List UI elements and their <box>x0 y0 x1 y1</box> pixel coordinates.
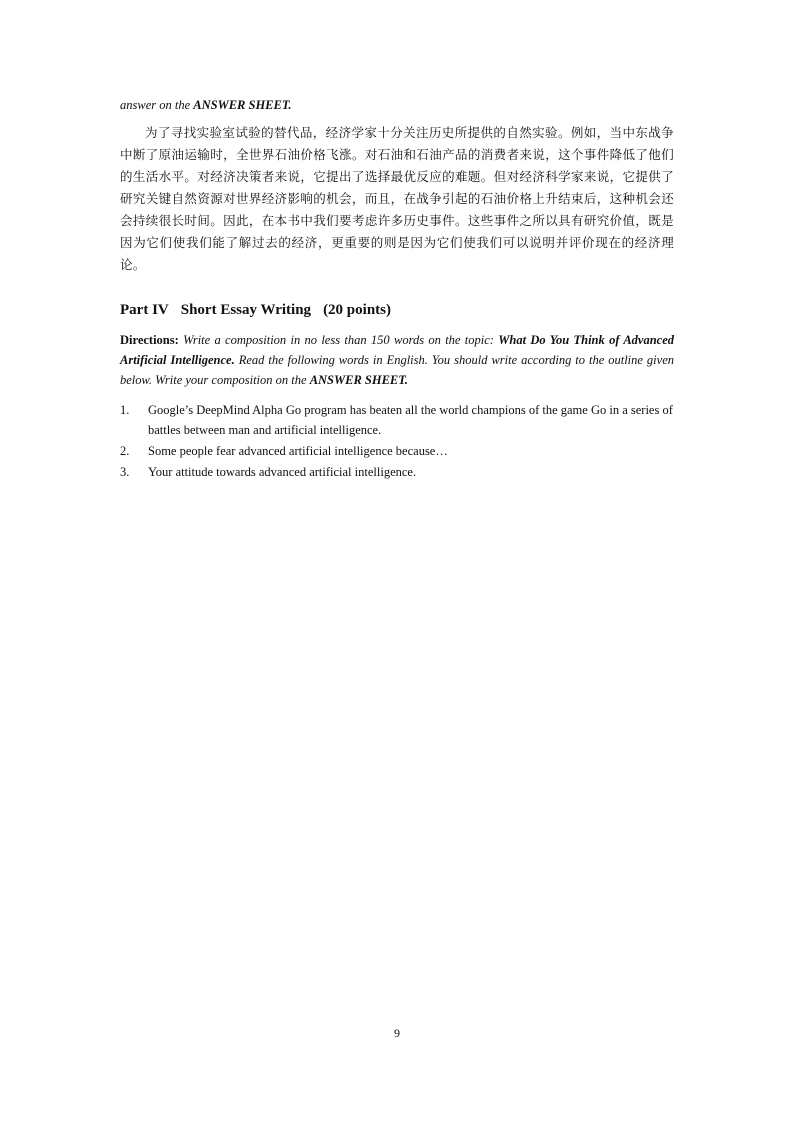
part-label: Part IV <box>120 302 169 318</box>
directions-label: Directions: <box>120 333 179 347</box>
directions-paragraph <box>120 330 674 390</box>
directions-text-1: Write a composition in no less than 150 words on the topic: <box>178 333 499 347</box>
lead-prefix: answer on the <box>120 98 194 112</box>
page-number: 9 <box>394 1026 400 1040</box>
outline-number: 3. <box>120 465 130 479</box>
outline-item <box>120 400 674 440</box>
part-heading <box>120 298 674 322</box>
directions-text-2: Read the following words in English. You should write according to the outline given below. Write your composition on the <box>120 353 674 387</box>
lead-line <box>120 96 674 114</box>
outline-number: 2. <box>120 444 130 458</box>
outline-number: 1. <box>120 403 130 417</box>
outline-text: Your attitude towards advanced artificial intelligence. <box>148 465 417 479</box>
essay-topic: What Do You Think of Advanced Artificial Intelligence. <box>120 333 675 367</box>
outline-item <box>120 441 674 461</box>
outline-list <box>120 400 674 482</box>
outline-text: Google’s DeepMind Alpha Go program has beaten all the world champions of the game Go in a series of battles between man and artificial intelligence. <box>148 403 673 437</box>
part-title: Short Essay Writing <box>180 302 312 318</box>
page-content <box>120 96 674 483</box>
lead-answer-sheet: ANSWER SHEET. <box>193 98 292 112</box>
chinese-passage: 为了寻找实验室试验的替代品，经济学家十分关注历史所提供的自然实验。例如，当中东战争中断了原油运输时，全世界石油价格飞涨。对石油和石油产品的消费者来说，这个事件降低了他们的生活水平。对经济决策者来说，它提出了选择最优反应的难题。但对经济科学家来说，它提供了研究关键自然资源对世界经济影响的机会，而且，在战争引起的石油价格上升结束后，这种机会还会持续很长时间。因此，在本书中我们要考虑许多历史事件。这些事件之所以具有研究价值，既是因为它们使我们能了解过去的经济，更重要的则是因为它们使我们可以说明并评价现在的经济理论。 <box>120 126 674 272</box>
part-points: (20 points) <box>323 302 391 318</box>
directions-answer-sheet: ANSWER SHEET. <box>309 373 408 387</box>
outline-item <box>120 462 674 482</box>
outline-text: Some people fear advanced artificial intelligence because… <box>148 444 448 458</box>
